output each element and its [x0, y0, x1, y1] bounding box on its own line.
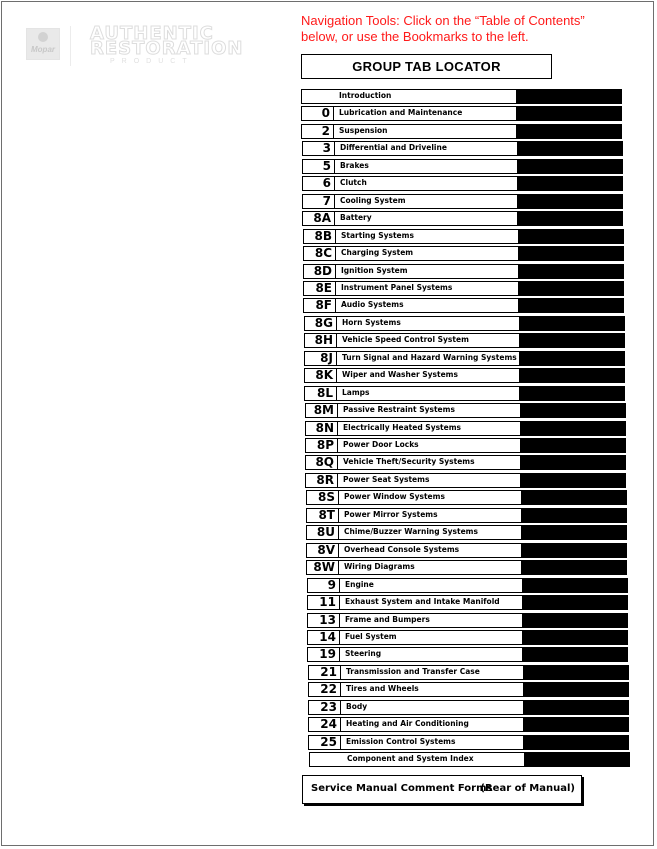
tab-number: 8V	[306, 543, 339, 558]
tab-number: 8R	[305, 473, 338, 488]
black-tab-marker	[519, 316, 625, 331]
tab-number: 8M	[305, 403, 338, 418]
tab-number: 8C	[303, 246, 336, 261]
tab-label: Brakes	[335, 159, 518, 174]
logo-divider	[70, 26, 71, 66]
tab-label: Turn Signal and Hazard Warning Systems	[337, 351, 520, 366]
black-tab-marker	[520, 403, 626, 418]
black-tab-marker	[522, 647, 628, 662]
tab-row[interactable]	[304, 316, 625, 331]
tab-row[interactable]	[302, 176, 623, 191]
badge-emblem-icon	[38, 32, 48, 42]
black-tab-marker	[517, 176, 623, 191]
tab-row[interactable]	[302, 141, 623, 156]
black-tab-marker	[517, 211, 623, 226]
tab-number: 8W	[306, 560, 339, 575]
tab-row[interactable]	[306, 525, 627, 540]
black-tab-marker	[519, 386, 625, 401]
tab-label: Overhead Console Systems	[339, 543, 522, 558]
tab-row[interactable]	[305, 455, 626, 470]
tab-row[interactable]	[303, 229, 624, 244]
tab-label: Ignition System	[336, 264, 519, 279]
navigation-note-line-1: Navigation Tools: Click on the “Table of Contents”	[301, 13, 585, 28]
black-tab-marker	[521, 508, 627, 523]
tab-row[interactable]	[308, 717, 629, 732]
tab-label: Tires and Wheels	[341, 682, 524, 697]
tab-row[interactable]	[303, 298, 624, 313]
tab-label: Charging System	[336, 246, 519, 261]
black-tab-marker	[519, 368, 625, 383]
black-tab-marker	[523, 665, 629, 680]
tab-label: Vehicle Theft/Security Systems	[338, 455, 521, 470]
tab-number: 8B	[303, 229, 336, 244]
tab-row[interactable]	[302, 194, 623, 209]
tab-row[interactable]	[307, 613, 628, 628]
black-tab-marker	[522, 630, 628, 645]
tab-row[interactable]	[301, 124, 622, 139]
tab-label: Horn Systems	[337, 316, 520, 331]
comment-forms-link[interactable]	[302, 775, 582, 804]
black-tab-marker	[518, 264, 624, 279]
black-tab-marker	[523, 682, 629, 697]
black-tab-marker	[516, 106, 622, 121]
black-tab-marker	[523, 700, 629, 715]
tab-row[interactable]	[305, 473, 626, 488]
tab-row[interactable]	[307, 578, 628, 593]
tab-row[interactable]	[301, 89, 622, 104]
tab-row[interactable]	[307, 647, 628, 662]
tab-number: 3	[302, 141, 335, 156]
black-tab-marker	[518, 281, 624, 296]
tab-label: Body	[341, 700, 524, 715]
black-tab-marker	[519, 351, 625, 366]
tab-number: 11	[307, 595, 340, 610]
tab-label: Heating and Air Conditioning	[341, 717, 524, 732]
tab-number: 8U	[306, 525, 339, 540]
black-tab-marker	[517, 194, 623, 209]
tab-number: 0	[301, 106, 334, 121]
tab-number-blank	[301, 89, 334, 104]
tab-row[interactable]	[304, 386, 625, 401]
black-tab-marker	[522, 613, 628, 628]
tab-number: 8N	[305, 421, 338, 436]
tab-row[interactable]	[303, 246, 624, 261]
tab-label: Power Window Systems	[339, 490, 522, 505]
tab-number: 19	[307, 647, 340, 662]
tab-number: 8Q	[305, 455, 338, 470]
tab-label: Exhaust System and Intake Manifold	[340, 595, 523, 610]
tab-row[interactable]	[308, 735, 629, 750]
tab-row[interactable]	[302, 159, 623, 174]
tab-label: Cooling System	[335, 194, 518, 209]
tab-row[interactable]	[306, 508, 627, 523]
tab-row[interactable]	[305, 421, 626, 436]
black-tab-marker	[521, 560, 627, 575]
tab-number: 21	[308, 665, 341, 680]
comment-forms-location: (Rear of Manual)	[480, 783, 575, 794]
tab-number: 2	[301, 124, 334, 139]
black-tab-marker	[520, 455, 626, 470]
tab-label: Suspension	[334, 124, 517, 139]
tab-row[interactable]	[309, 752, 630, 767]
badge-text: Mopar	[31, 45, 55, 54]
tab-number: 8T	[306, 508, 339, 523]
tab-number: 8J	[304, 351, 337, 366]
tab-label: Steering	[340, 647, 523, 662]
tab-label: Audio Systems	[336, 298, 519, 313]
tab-number: 23	[308, 700, 341, 715]
tab-number: 8S	[306, 490, 339, 505]
black-tab-marker	[523, 735, 629, 750]
tab-label: Transmission and Transfer Case	[341, 665, 524, 680]
black-tab-marker	[522, 578, 628, 593]
tab-label: Chime/Buzzer Warning Systems	[339, 525, 522, 540]
black-tab-marker	[518, 246, 624, 261]
tab-number: 22	[308, 682, 341, 697]
tab-label: Fuel System	[340, 630, 523, 645]
mopar-badge	[26, 28, 60, 60]
navigation-note	[301, 13, 621, 45]
logo-line-authentic: AUTHENTIC	[90, 23, 214, 44]
tab-number: 8P	[305, 438, 338, 453]
black-tab-marker	[520, 421, 626, 436]
tab-label: Power Door Locks	[338, 438, 521, 453]
tab-row[interactable]	[304, 333, 625, 348]
black-tab-marker	[522, 595, 628, 610]
black-tab-marker	[516, 89, 622, 104]
tab-label: Differential and Driveline	[335, 141, 518, 156]
logo-line-product: PRODUCT	[110, 58, 194, 65]
group-tab-locator-title: GROUP TAB LOCATOR	[301, 54, 552, 79]
tab-label: Battery	[335, 211, 518, 226]
tab-number: 8L	[304, 386, 337, 401]
tab-label: Introduction	[334, 89, 517, 104]
tab-row[interactable]	[304, 368, 625, 383]
tab-label: Component and System Index	[342, 752, 525, 767]
mopar-logo	[24, 23, 244, 66]
black-tab-marker	[520, 438, 626, 453]
tab-number: 8G	[304, 316, 337, 331]
tab-number: 14	[307, 630, 340, 645]
tab-number: 8D	[303, 264, 336, 279]
tab-row[interactable]	[305, 403, 626, 418]
tab-row[interactable]	[301, 106, 622, 121]
tab-number: 8H	[304, 333, 337, 348]
tab-row[interactable]	[302, 211, 623, 226]
tab-row[interactable]	[306, 490, 627, 505]
tab-label: Vehicle Speed Control System	[337, 333, 520, 348]
tab-number: 6	[302, 176, 335, 191]
tab-label: Engine	[340, 578, 523, 593]
black-tab-marker	[524, 752, 630, 767]
black-tab-marker	[523, 717, 629, 732]
tab-row[interactable]	[303, 281, 624, 296]
tab-row[interactable]	[305, 438, 626, 453]
comment-forms-label: Service Manual Comment Forms	[311, 783, 493, 794]
tab-number: 25	[308, 735, 341, 750]
tab-row[interactable]	[307, 595, 628, 610]
tab-number: 7	[302, 194, 335, 209]
tab-label: Lamps	[337, 386, 520, 401]
tab-label: Power Seat Systems	[338, 473, 521, 488]
black-tab-marker	[517, 159, 623, 174]
tab-row[interactable]	[307, 630, 628, 645]
black-tab-marker	[517, 141, 623, 156]
tab-label: Frame and Bumpers	[340, 613, 523, 628]
tab-label: Passive Restraint Systems	[338, 403, 521, 418]
tab-number: 8E	[303, 281, 336, 296]
black-tab-marker	[521, 543, 627, 558]
black-tab-marker	[519, 333, 625, 348]
black-tab-marker	[521, 490, 627, 505]
tab-number: 9	[307, 578, 340, 593]
tab-row[interactable]	[306, 560, 627, 575]
tab-label: Starting Systems	[336, 229, 519, 244]
tab-row[interactable]	[308, 682, 629, 697]
black-tab-marker	[516, 124, 622, 139]
black-tab-marker	[521, 525, 627, 540]
tab-label: Clutch	[335, 176, 518, 191]
tab-label: Power Mirror Systems	[339, 508, 522, 523]
tab-label: Electrically Heated Systems	[338, 421, 521, 436]
tab-number: 5	[302, 159, 335, 174]
tab-number: 13	[307, 613, 340, 628]
tab-label: Lubrication and Maintenance	[334, 106, 517, 121]
tab-row[interactable]	[308, 665, 629, 680]
tab-number-blank	[309, 752, 342, 767]
tab-number: 24	[308, 717, 341, 732]
black-tab-marker	[520, 473, 626, 488]
tab-number: 8A	[302, 211, 335, 226]
tab-row[interactable]	[303, 264, 624, 279]
tab-number: 8K	[304, 368, 337, 383]
tab-label: Wiring Diagrams	[339, 560, 522, 575]
navigation-note-line-2: below, or use the Bookmarks to the left.	[301, 29, 529, 44]
tab-row[interactable]	[306, 543, 627, 558]
tab-row[interactable]	[308, 700, 629, 715]
black-tab-marker	[518, 298, 624, 313]
tab-row[interactable]	[304, 351, 625, 366]
tab-label: Instrument Panel Systems	[336, 281, 519, 296]
logo-line-restoration: RESTORATION	[90, 38, 244, 59]
black-tab-marker	[518, 229, 624, 244]
tab-label: Emission Control Systems	[341, 735, 524, 750]
tab-number: 8F	[303, 298, 336, 313]
tab-label: Wiper and Washer Systems	[337, 368, 520, 383]
